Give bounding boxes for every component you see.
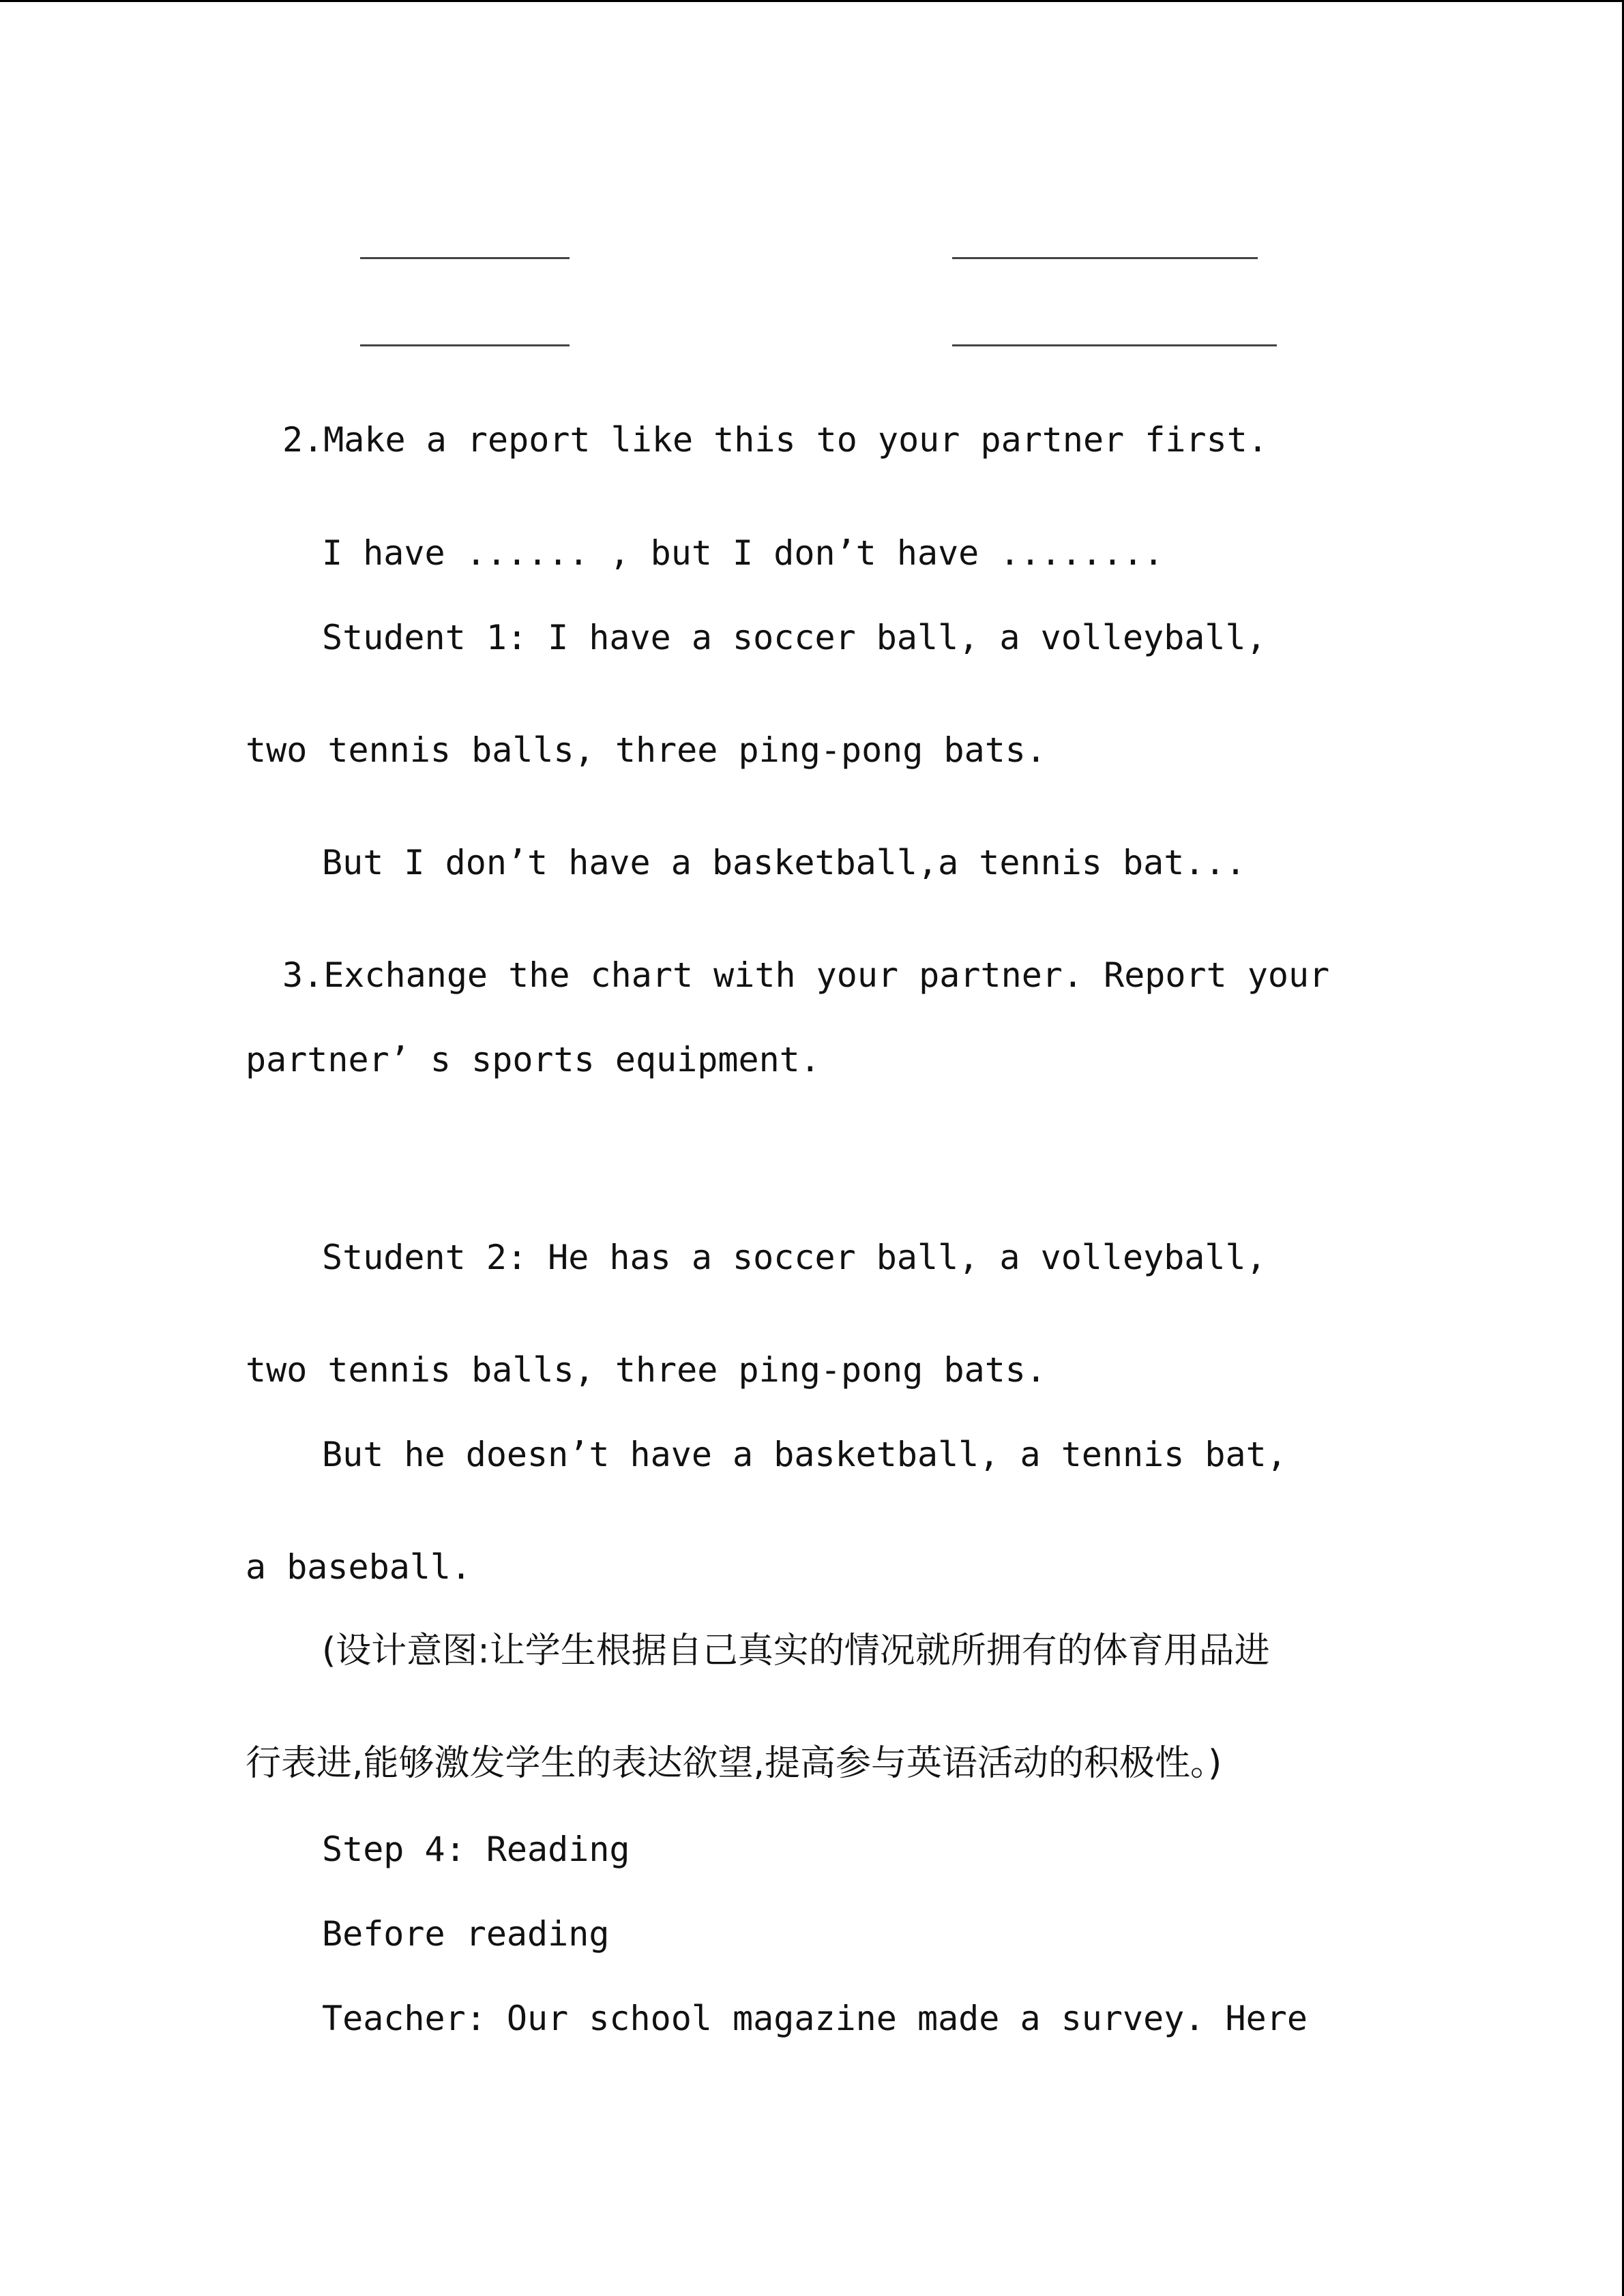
answer-blank-2-right (952, 344, 1277, 346)
exercise-2-instruction: 2.Make a report like this to your partner first. (282, 420, 1268, 460)
student-1-line-3: But I don’t have a basketball,a tennis bat... (322, 843, 1246, 882)
answer-blank-2-left (360, 344, 570, 346)
student-2-line-3: But he doesn’t have a basketball, a tennis bat, (322, 1435, 1287, 1474)
design-intent-line-2: 行表进,能够激发学生的表达欲望,提高参与英语活动的积极性。) (246, 1743, 1222, 1784)
exercise-3-instruction-line-2: partner’ s sports equipment. (246, 1040, 821, 1079)
student-2-line-2: two tennis balls, three ping-pong bats. (246, 1350, 1046, 1390)
student-2-line-4: a baseball. (246, 1547, 472, 1587)
answer-blank-1-left (360, 257, 570, 259)
teacher-line: Teacher: Our school magazine made a survey. Here (322, 1999, 1308, 2038)
before-reading-heading: Before reading (322, 1914, 610, 1954)
design-intent-line-1: (设计意图:让学生根据自己真实的情况就所拥有的体育用品进 (322, 1630, 1270, 1671)
student-1-line-2: two tennis balls, three ping-pong bats. (246, 730, 1046, 770)
student-1-line-1: Student 1: I have a soccer ball, a volleyball, (322, 618, 1267, 657)
student-2-line-1: Student 2: He has a soccer ball, a volleyball, (322, 1238, 1267, 1277)
step-4-heading: Step 4: Reading (322, 1830, 630, 1869)
answer-blank-1-right (952, 257, 1258, 259)
exercise-3-instruction-line-1: 3.Exchange the chart with your partner. Report your (282, 955, 1330, 995)
sentence-pattern: I have ...... , but I don’t have ........ (322, 533, 1164, 573)
